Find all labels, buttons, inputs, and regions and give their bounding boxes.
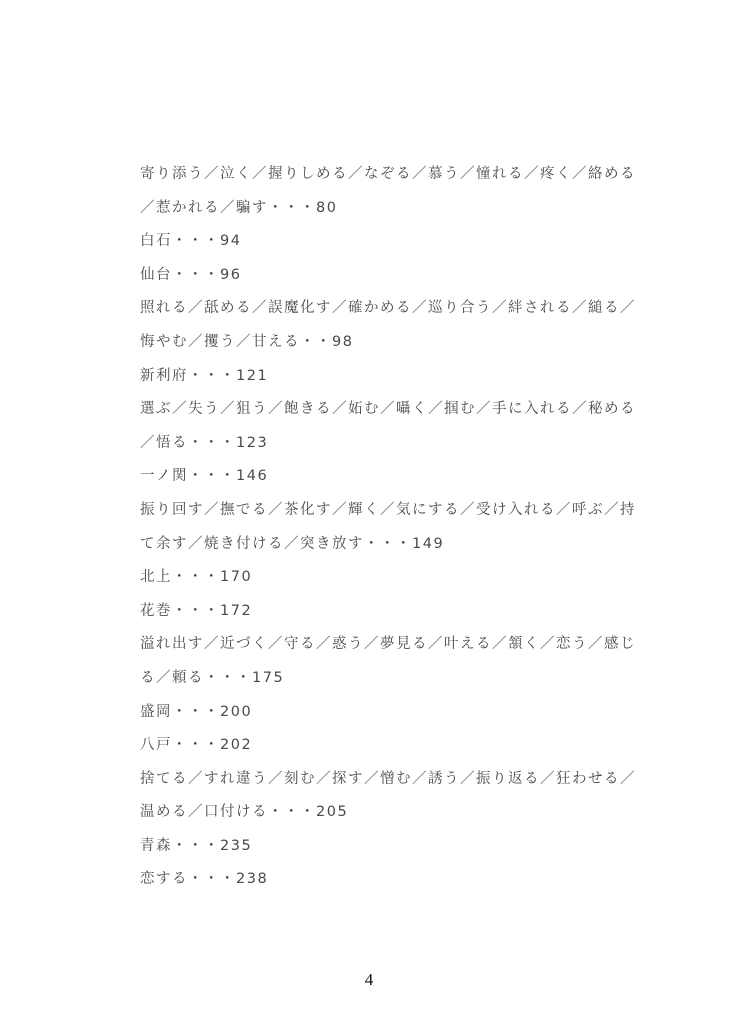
toc-line: 温める／口付ける・・・205 (140, 804, 349, 821)
toc-line: 花巻・・・172 (140, 602, 253, 619)
toc-line: 振り回す／撫でる／茶化す／輝く／気にする／受け入れる／呼ぶ／持 (140, 501, 636, 518)
toc-line: 溢れ出す／近づく／守る／惑う／夢見る／叶える／頷く／恋う／感じ (140, 636, 636, 653)
toc-line: て余す／焼き付ける／突き放す・・・149 (140, 535, 445, 552)
toc-line: 捨てる／すれ違う／刻む／探す／憎む／誘う／振り返る／狂わせる／ (140, 770, 636, 787)
toc-line: ／惹かれる／騙す・・・80 (140, 199, 338, 216)
toc-line: 青森・・・235 (140, 837, 253, 854)
toc-line: 寄り添う／泣く／握りしめる／なぞる／慕う／憧れる／疼く／絡める (140, 166, 636, 182)
toc-line: 八戸・・・202 (140, 737, 253, 754)
toc-line: 恋する・・・238 (140, 871, 269, 888)
toc-line: 北上・・・170 (140, 569, 253, 586)
toc-line: る／頼る・・・175 (140, 669, 285, 686)
toc-line: 白石・・・94 (140, 233, 242, 250)
table-of-contents (140, 160, 640, 899)
toc-line: 一ノ関・・・146 (140, 468, 269, 485)
toc-line: 新利府・・・121 (140, 367, 269, 384)
toc-line: 選ぶ／失う／狙う／飽きる／妬む／囁く／掴む／手に入れる／秘める (140, 401, 636, 418)
toc-line: 悔やむ／攫う／甘える・・98 (140, 333, 354, 350)
page-number: 4 (364, 970, 374, 989)
toc-line: 照れる／舐める／誤魔化す／確かめる／巡り合う／絆される／縋る／ (140, 300, 636, 317)
toc-line: 仙台・・・96 (140, 266, 242, 283)
toc-line: ／悟る・・・123 (140, 434, 269, 451)
toc-line: 盛岡・・・200 (140, 703, 253, 720)
